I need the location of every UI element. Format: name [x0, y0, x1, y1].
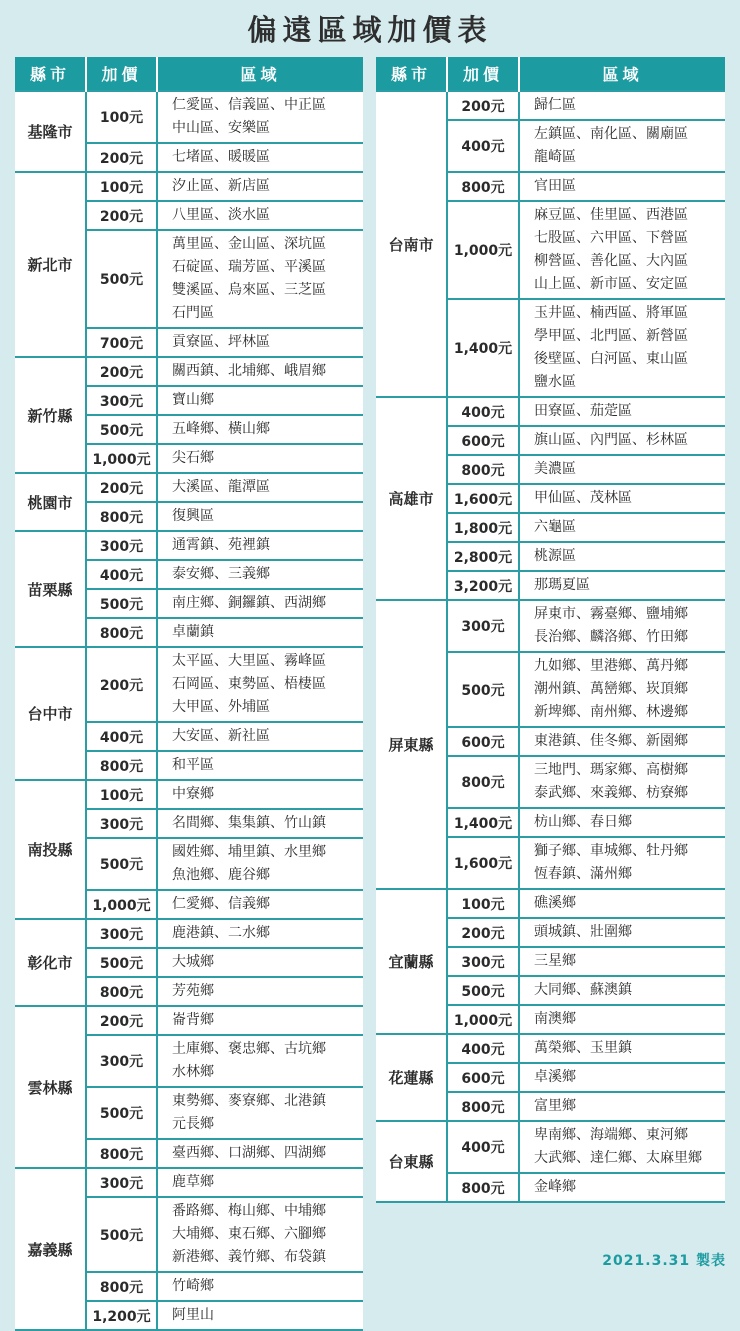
area-line: 五峰鄉、橫山鄉 [172, 421, 270, 437]
area-line: 臺西鄉、口湖鄉、四湖鄉 [172, 1145, 326, 1161]
county-name: 彰化市 [15, 919, 86, 1006]
surcharge-price: 800元 [447, 172, 519, 201]
surcharge-price: 300元 [86, 531, 157, 560]
area-line: 貢寮區、坪林區 [172, 334, 270, 350]
area-list [157, 386, 363, 415]
area-line: 頭城鎮、壯圍鄉 [534, 924, 632, 940]
surcharge-price: 200元 [86, 357, 157, 386]
area-list [157, 172, 363, 201]
area-list [519, 397, 725, 426]
area-line: 仁愛鄉、信義鄉 [172, 896, 270, 912]
area-line: 萬里區、金山區、深坑區 [172, 236, 326, 252]
area-list [157, 444, 363, 473]
surcharge-price: 100元 [86, 172, 157, 201]
area-line: 美濃區 [534, 461, 576, 477]
area-list [519, 299, 725, 397]
area-list [519, 1034, 725, 1063]
area-line: 竹崎鄉 [172, 1278, 214, 1294]
area-list [157, 1197, 363, 1272]
area-list [519, 808, 725, 837]
surcharge-price: 800元 [447, 756, 519, 808]
surcharge-price: 2,800元 [447, 542, 519, 571]
area-line: 萬榮鄉、玉里鎮 [534, 1040, 632, 1056]
area-line: 田寮區、茄萣區 [534, 403, 632, 419]
county-name: 台南市 [376, 91, 447, 397]
surcharge-price: 100元 [86, 91, 157, 143]
county-name: 新北市 [15, 172, 86, 357]
surcharge-price: 200元 [86, 201, 157, 230]
area-line: 七堵區、暖暖區 [172, 149, 270, 165]
surcharge-price: 600元 [447, 1063, 519, 1092]
area-list [519, 837, 725, 889]
area-line: 芳苑鄉 [172, 983, 214, 999]
area-line: 玉井區、楠西區、將軍區 [534, 305, 688, 321]
table-row [15, 1006, 363, 1035]
area-line: 番路鄉、梅山鄉、中埔鄉 [172, 1203, 326, 1219]
area-line: 柳營區、善化區、大內區 [534, 253, 688, 269]
surcharge-price: 100元 [447, 889, 519, 918]
surcharge-table-right [376, 57, 725, 1203]
area-list [157, 948, 363, 977]
surcharge-price: 1,000元 [447, 1005, 519, 1034]
table-row [15, 473, 363, 502]
area-line: 仁愛區、信義區、中正區 [172, 97, 326, 113]
area-list [519, 652, 725, 727]
area-line: 水林鄉 [172, 1064, 214, 1080]
surcharge-table-left [15, 57, 363, 1331]
area-line: 中山區、安樂區 [172, 120, 270, 136]
area-line: 卑南鄉、海端鄉、東河鄉 [534, 1127, 688, 1143]
county-name: 雲林縣 [15, 1006, 86, 1168]
area-line: 名間鄉、集集鎮、竹山鎮 [172, 815, 326, 831]
area-line: 三地門、瑪家鄉、高樹鄉 [534, 762, 688, 778]
area-list [157, 1301, 363, 1330]
county-name: 屏東縣 [376, 600, 447, 889]
surcharge-price: 300元 [86, 1035, 157, 1087]
surcharge-price: 200元 [86, 647, 157, 722]
surcharge-price: 3,200元 [447, 571, 519, 600]
surcharge-price: 800元 [447, 455, 519, 484]
area-list [519, 1173, 725, 1202]
area-line: 大安區、新社區 [172, 728, 270, 744]
area-list [157, 1087, 363, 1139]
header-areas: 區域 [519, 57, 725, 91]
footer-date: 2021.3.31 製表 [602, 1253, 726, 1269]
area-line: 枋山鄉、春日鄉 [534, 814, 632, 830]
header-county: 縣市 [376, 57, 447, 91]
area-line: 長治鄉、麟洛鄉、竹田鄉 [534, 629, 688, 645]
header-county: 縣市 [15, 57, 86, 91]
table-row [376, 600, 725, 652]
table-row [15, 531, 363, 560]
county-name: 南投縣 [15, 780, 86, 919]
area-list [157, 890, 363, 919]
area-list [519, 571, 725, 600]
area-line: 桃源區 [534, 548, 576, 564]
area-line: 通霄鎮、苑裡鎮 [172, 537, 270, 553]
county-name: 基隆市 [15, 91, 86, 172]
county-name: 桃園市 [15, 473, 86, 531]
area-list [519, 889, 725, 918]
area-line: 後壁區、白河區、東山區 [534, 351, 688, 367]
area-line: 潮州鎮、萬巒鄉、崁頂鄉 [534, 681, 688, 697]
area-list [157, 780, 363, 809]
area-line: 南澳鄉 [534, 1011, 576, 1027]
area-list [519, 976, 725, 1005]
area-line: 關西鎮、北埔鄉、峨眉鄉 [172, 363, 326, 379]
area-line: 崙背鄉 [172, 1012, 214, 1028]
area-line: 卓溪鄉 [534, 1069, 576, 1085]
surcharge-price: 100元 [86, 780, 157, 809]
area-line: 雙溪區、烏來區、三芝區 [172, 282, 326, 298]
county-name: 高雄市 [376, 397, 447, 600]
area-list [157, 328, 363, 357]
area-list [157, 560, 363, 589]
surcharge-price: 500元 [86, 1087, 157, 1139]
area-line: 大同鄉、蘇澳鎮 [534, 982, 632, 998]
surcharge-price: 300元 [86, 1168, 157, 1197]
surcharge-price: 1,800元 [447, 513, 519, 542]
area-list [157, 1168, 363, 1197]
surcharge-price: 800元 [86, 502, 157, 531]
area-line: 卓蘭鎮 [172, 624, 214, 640]
area-list [157, 230, 363, 328]
area-line: 土庫鄉、褒忠鄉、古坑鄉 [172, 1041, 326, 1057]
area-list [157, 1272, 363, 1301]
area-line: 泰武鄉、來義鄉、枋寮鄉 [534, 785, 688, 801]
surcharge-price: 400元 [447, 1034, 519, 1063]
surcharge-price: 500元 [86, 948, 157, 977]
surcharge-price: 1,000元 [86, 890, 157, 919]
surcharge-price: 1,000元 [86, 444, 157, 473]
area-list [519, 1121, 725, 1173]
area-list [519, 120, 725, 172]
area-list [157, 589, 363, 618]
area-line: 大武鄉、達仁鄉、太麻里鄉 [534, 1150, 702, 1166]
area-line: 獅子鄉、車城鄉、牡丹鄉 [534, 843, 688, 859]
surcharge-price: 800元 [447, 1092, 519, 1121]
area-list [519, 756, 725, 808]
surcharge-price: 600元 [447, 727, 519, 756]
area-list [519, 727, 725, 756]
surcharge-price: 400元 [86, 560, 157, 589]
table-row [15, 1168, 363, 1197]
area-line: 金峰鄉 [534, 1179, 576, 1195]
county-name: 台中市 [15, 647, 86, 780]
surcharge-price: 1,600元 [447, 484, 519, 513]
area-line: 大埔鄉、東石鄉、六腳鄉 [172, 1226, 326, 1242]
surcharge-price: 800元 [86, 751, 157, 780]
surcharge-price: 400元 [447, 1121, 519, 1173]
table-row [376, 1121, 725, 1173]
surcharge-price: 500元 [86, 1197, 157, 1272]
area-line: 山上區、新市區、安定區 [534, 276, 688, 292]
surcharge-price: 1,000元 [447, 201, 519, 299]
surcharge-price: 800元 [86, 1139, 157, 1168]
area-list [157, 977, 363, 1006]
surcharge-price: 500元 [447, 976, 519, 1005]
area-line: 學甲區、北門區、新營區 [534, 328, 688, 344]
area-line: 那瑪夏區 [534, 577, 590, 593]
area-list [157, 1139, 363, 1168]
area-line: 石岡區、東勢區、梧棲區 [172, 676, 326, 692]
area-line: 大溪區、龍潭區 [172, 479, 270, 495]
area-list [519, 542, 725, 571]
area-list [519, 513, 725, 542]
area-list [157, 357, 363, 386]
area-list [157, 809, 363, 838]
area-list [519, 1005, 725, 1034]
area-line: 七股區、六甲區、下營區 [534, 230, 688, 246]
area-line: 魚池鄉、鹿谷鄉 [172, 867, 270, 883]
county-name: 新竹縣 [15, 357, 86, 473]
area-line: 鹿港鎮、二水鄉 [172, 925, 270, 941]
surcharge-price: 800元 [86, 1272, 157, 1301]
county-name: 台東縣 [376, 1121, 447, 1202]
county-name: 嘉義縣 [15, 1168, 86, 1330]
area-line: 新港鄉、義竹鄉、布袋鎮 [172, 1249, 326, 1265]
area-list [157, 647, 363, 722]
header-price: 加價 [447, 57, 519, 91]
area-list [519, 600, 725, 652]
area-line: 石門區 [172, 305, 214, 321]
area-line: 官田區 [534, 178, 576, 194]
area-line: 泰安鄉、三義鄉 [172, 566, 270, 582]
area-line: 歸仁區 [534, 97, 576, 113]
area-list [157, 473, 363, 502]
county-name: 花蓮縣 [376, 1034, 447, 1121]
area-line: 旗山區、內門區、杉林區 [534, 432, 688, 448]
table-row [376, 1034, 725, 1063]
area-list [157, 201, 363, 230]
table-row [15, 172, 363, 201]
area-line: 東勢鄉、麥寮鄉、北港鎮 [172, 1093, 326, 1109]
surcharge-price: 500元 [86, 838, 157, 890]
area-line: 復興區 [172, 508, 214, 524]
area-line: 東港鎮、佳冬鄉、新園鄉 [534, 733, 688, 749]
area-line: 富里鄉 [534, 1098, 576, 1114]
surcharge-price: 800元 [447, 1173, 519, 1202]
area-line: 尖石鄉 [172, 450, 214, 466]
area-list [157, 91, 363, 143]
area-line: 石碇區、瑞芳區、平溪區 [172, 259, 326, 275]
surcharge-price: 500元 [86, 415, 157, 444]
area-line: 恆春鎮、滿州鄉 [534, 866, 632, 882]
area-list [157, 838, 363, 890]
area-list [519, 455, 725, 484]
surcharge-price: 200元 [86, 1006, 157, 1035]
area-list [519, 91, 725, 120]
surcharge-price: 400元 [447, 397, 519, 426]
area-list [519, 1063, 725, 1092]
area-list [519, 484, 725, 513]
table-row [376, 889, 725, 918]
area-line: 大甲區、外埔區 [172, 699, 270, 715]
area-line: 太平區、大里區、霧峰區 [172, 653, 326, 669]
area-list [519, 947, 725, 976]
area-line: 元長鄉 [172, 1116, 214, 1132]
area-line: 三星鄉 [534, 953, 576, 969]
surcharge-price: 500元 [447, 652, 519, 727]
area-list [157, 919, 363, 948]
area-list [519, 201, 725, 299]
area-line: 礁溪鄉 [534, 895, 576, 911]
area-line: 國姓鄉、埔里鎮、水里鄉 [172, 844, 326, 860]
area-line: 阿里山 [172, 1307, 214, 1323]
area-line: 南庄鄉、銅鑼鎮、西湖鄉 [172, 595, 326, 611]
area-line: 中寮鄉 [172, 786, 214, 802]
area-line: 八里區、淡水區 [172, 207, 270, 223]
surcharge-price: 500元 [86, 230, 157, 328]
surcharge-price: 400元 [86, 722, 157, 751]
surcharge-price: 1,400元 [447, 808, 519, 837]
area-line: 汐止區、新店區 [172, 178, 270, 194]
surcharge-price: 300元 [447, 947, 519, 976]
surcharge-price: 500元 [86, 589, 157, 618]
surcharge-price: 700元 [86, 328, 157, 357]
table-row [15, 357, 363, 386]
surcharge-price: 800元 [86, 618, 157, 647]
area-line: 鹽水區 [534, 374, 576, 390]
table-row [15, 919, 363, 948]
surcharge-price: 200元 [447, 91, 519, 120]
area-list [157, 1006, 363, 1035]
surcharge-price: 1,600元 [447, 837, 519, 889]
surcharge-price: 200元 [86, 143, 157, 172]
area-line: 寶山鄉 [172, 392, 214, 408]
area-list [157, 1035, 363, 1087]
surcharge-price: 300元 [86, 919, 157, 948]
area-list [157, 751, 363, 780]
table-row [15, 780, 363, 809]
surcharge-price: 400元 [447, 120, 519, 172]
area-list [519, 918, 725, 947]
surcharge-price: 300元 [86, 386, 157, 415]
surcharge-price: 600元 [447, 426, 519, 455]
area-line: 和平區 [172, 757, 214, 773]
header-price: 加價 [86, 57, 157, 91]
surcharge-price: 1,200元 [86, 1301, 157, 1330]
header-areas: 區域 [157, 57, 363, 91]
county-name: 苗栗縣 [15, 531, 86, 647]
area-list [519, 426, 725, 455]
county-name: 宜蘭縣 [376, 889, 447, 1034]
area-list [157, 143, 363, 172]
area-list [519, 172, 725, 201]
surcharge-price: 200元 [86, 473, 157, 502]
surcharge-price: 200元 [447, 918, 519, 947]
surcharge-price: 800元 [86, 977, 157, 1006]
area-list [157, 502, 363, 531]
area-line: 六龜區 [534, 519, 576, 535]
surcharge-price: 300元 [447, 600, 519, 652]
area-line: 麻豆區、佳里區、西港區 [534, 207, 688, 223]
area-line: 新埤鄉、南州鄉、林邊鄉 [534, 704, 688, 720]
area-list [157, 618, 363, 647]
table-row [376, 397, 725, 426]
area-line: 左鎮區、南化區、關廟區 [534, 126, 688, 142]
page-title: 偏遠區域加價表 [247, 13, 493, 47]
area-list [157, 415, 363, 444]
surcharge-price: 1,400元 [447, 299, 519, 397]
area-line: 屏東市、霧臺鄉、鹽埔鄉 [534, 606, 688, 622]
area-line: 鹿草鄉 [172, 1174, 214, 1190]
surcharge-price: 300元 [86, 809, 157, 838]
area-line: 龍崎區 [534, 149, 576, 165]
table-row [15, 647, 363, 722]
area-list [157, 531, 363, 560]
area-list [157, 722, 363, 751]
table-row [15, 91, 363, 143]
area-line: 大城鄉 [172, 954, 214, 970]
area-line: 九如鄉、里港鄉、萬丹鄉 [534, 658, 688, 674]
area-line: 甲仙區、茂林區 [534, 490, 632, 506]
area-list [519, 1092, 725, 1121]
table-row [376, 91, 725, 120]
